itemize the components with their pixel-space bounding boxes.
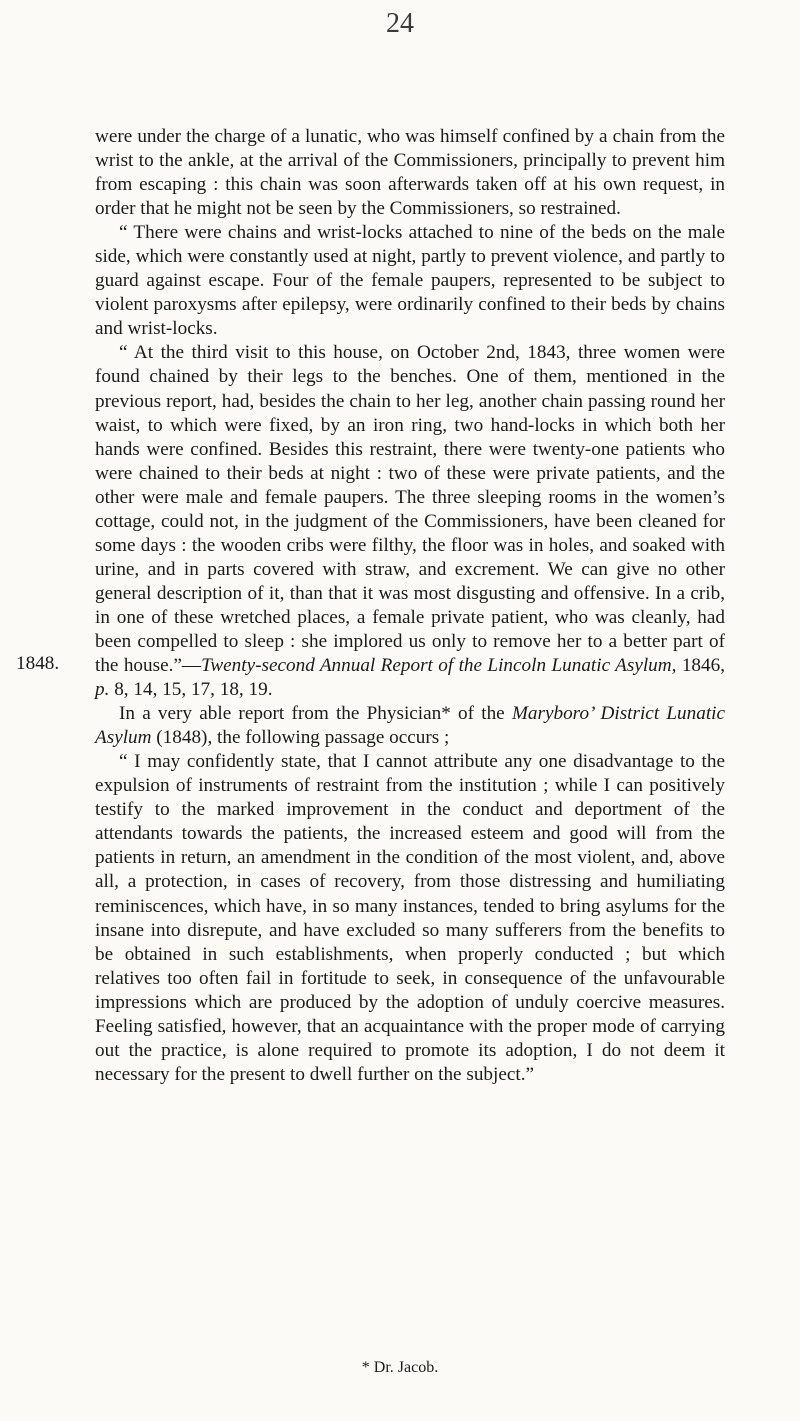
maryboro-intro-pre: In a very able report from the Physician* of the bbox=[119, 703, 512, 725]
page-number: 24 bbox=[386, 8, 414, 39]
maryboro-asylum-name: Maryboro’ District Lunatic Asylum bbox=[95, 703, 725, 749]
paragraph-third-visit bbox=[95, 341, 725, 702]
citation-pages: 8, 14, 15, 17, 18, 19. bbox=[109, 679, 273, 701]
paragraph-maryboro-intro bbox=[95, 702, 725, 750]
paragraph-chains-male-side: “ There were chains and wrist-locks attached to nine of the beds on the male side, which were constantly used at night, partly to prevent violence, and partly to guard against escape. Four of the female paupers, represented to be subject to violent paroxysms after epilepsy, were ordinarily confined to their beds by chains and wrist-locks. bbox=[95, 222, 725, 340]
paragraph-third-visit-text: “ At the third visit to this house, on October 2nd, 1843, three women were found chained by their legs to the benches. One of them, mentioned in the previous report, had, besides the chain to her leg, another chain passing round her waist, to which were fixed, by an iron ring, two hand-locks in which both her hands were confined. Besides this restraint, there were twenty-one patients who were chained to their beds at night : two of these were private patients, and the other were male and female paupers. The three sleeping rooms in the women’s cottage, could not, in the judgment of the Commissioners, have been cleaned for some days : the wooden cribs were filthy, the floor was in holes, and soaked with urine, and in parts covered with straw, and excrement. We can give no other general description of it, than that it was most disgusting and offensive. In a crib, in one of these wretched places, a female private patient, who was cleanly, had been compelled to sleep : she implored us only to remove her to a better part of the house.”— bbox=[95, 342, 725, 677]
body-text bbox=[95, 125, 725, 1087]
paragraph-continuation: were under the charge of a lunatic, who was himself confined by a chain from the wrist to the ankle, at the arrival of the Commissioners, principally to prevent him from escaping : this chain was soon afterwards taken off at his own request, in order that he might not be seen by the Commissioners, so restrained. bbox=[95, 126, 725, 220]
footnote: * Dr. Jacob. bbox=[361, 1359, 439, 1376]
margin-year-note: 1848. bbox=[16, 653, 60, 674]
citation-year: 1846, bbox=[676, 655, 725, 677]
paragraph-maryboro-quote: “ I may confidently state, that I cannot attribute any one disadvantage to the expulsion of instruments of restraint from the institution ; while I can positively testify to the marked improvement in the conduct and deportment of the attendants towards the patients, the increased esteem and good will from the patients in return, an amendment in the condition of the most violent, and, above all, a protection, in cases of recovery, from those distressing and humiliating reminiscences, which have, in so many instances, tended to bring asylums for the insane into disrepute, and have excluded so many sufferers from the benefits to be obtained in such establishments, when properly conducted ; but which relatives too often fail in fortitude to seek, in consequence of the unfavourable impressions which are produced by the adoption of unduly coercive measures. Feeling satisfied, however, that an acquaintance with the proper mode of carrying out the practice, is alone required to promote its adoption, I do not deem it necessary for the present to dwell further on the subject.” bbox=[95, 751, 725, 1085]
citation-lincoln-report: Twenty-second Annual Report of the Lincoln Lunatic Asylum, bbox=[201, 655, 677, 677]
maryboro-intro-post: (1848), the following passage occurs ; bbox=[151, 727, 450, 749]
citation-page-label: p. bbox=[95, 679, 110, 701]
